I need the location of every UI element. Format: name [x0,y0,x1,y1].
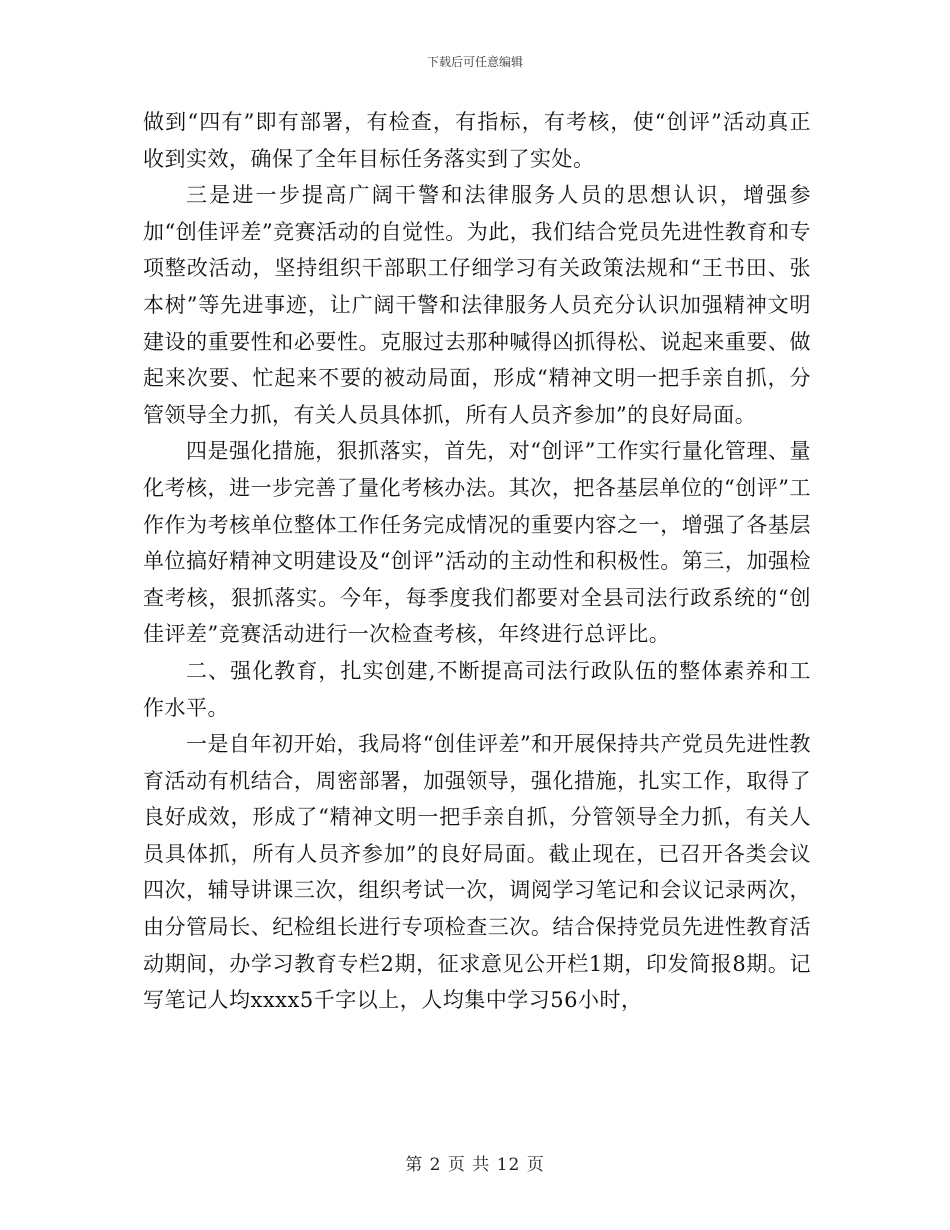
document-body [143,104,811,1019]
paragraph-2: 三是进一步提高广阔干警和法律服务人员的思想认识，增强参加“创佳评差”竞赛活动的自觉性。为此，我们结合党员先进性教育和专项整改活动，坚持组织干部职工仔细学习有关政策法规和“王书田、张本树”等先进事迹，让广阔干警和法律服务人员充分认识加强精神文明建设的重要性和必要性。克服过去那种喊得凶抓得松、说起来重要、做起来次要、忙起来不要的被动局面，形成“精神文明一把手亲自抓，分管领导全力抓，有关人员具体抓，所有人员齐参加”的良好局面。 [143,183,811,427]
page-number: 第 2 页 共 12 页 [405,1155,545,1175]
paragraph-4: 二、强化教育，扎实创建,不断提高司法行政队伍的整体素养和工作水平。 [143,658,811,720]
paragraph-3: 四是强化措施，狠抓落实，首先，对“创评”工作实行量化管理、量化考核，进一步完善了量化考核办法。其次，把各基层单位的“创评”工作作为考核单位整体工作任务完成情况的重要内容之一，增强了各基层单位搞好精神文明建设及“创评”活动的主动性和积极性。第三，加强检查考核，狠抓落实。今年，每季度我们都要对全县司法行政系统的“创佳评差”竞赛活动进行一次检查考核，年终进行总评比。 [143,439,811,647]
paragraph-1: 做到“四有”即有部署，有检查，有指标，有考核，使“创评”活动真正收到实效，确保了全年目标任务落实到了实处。 [143,110,811,171]
paragraph-5: 一是自年初开始，我局将“创佳评差”和开展保持共产党员先进性教育活动有机结合，周密部署，加强领导，强化措施，扎实工作，取得了良好成效，形成了“精神文明一把手亲自抓，分管领导全力抓，有关人员具体抓，所有人员齐参加”的良好局面。截止现在，已召开各类会议四次，辅导讲课三次，组织考试一次，调阅学习笔记和会议记录两次，由分管局长、纪检组长进行专项检查三次。结合保持党员先进性教育活动期间，办学习教育专栏2期，征求意见公开栏1期，印发简报8期。记写笔记人均xxxx5千字以上，人均集中学习56小时， [143,732,811,1013]
page-header-note: 下载后可任意编辑 [426,55,523,69]
